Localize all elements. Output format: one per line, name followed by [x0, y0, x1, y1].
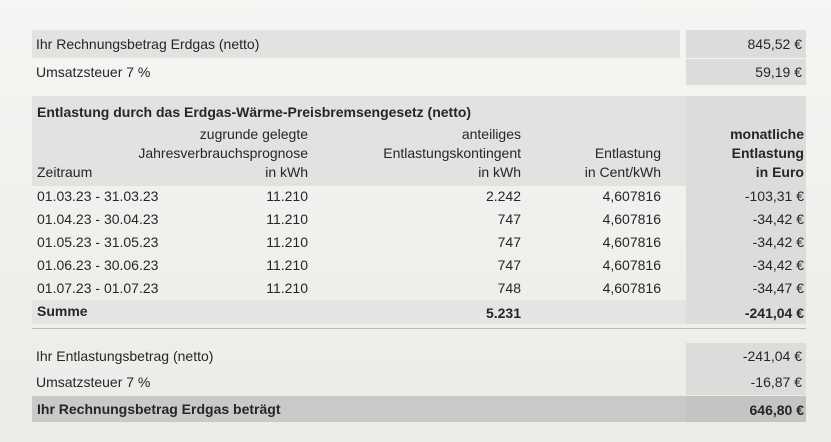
- cell-euro: -34,42 €: [752, 211, 804, 227]
- cell-prognose: 11.210: [266, 280, 308, 296]
- cell-cent: 4,607816: [602, 234, 661, 250]
- cell-prognose: 11.210: [266, 234, 308, 250]
- cell-prognose: 11.210: [266, 188, 308, 204]
- header-prognose-3: in kWh: [265, 164, 308, 180]
- cell-zeitraum: 01.04.23 - 30.04.23: [37, 211, 159, 227]
- row-entlastungsbetrag: [32, 342, 806, 370]
- summe-label: Summe: [37, 303, 88, 319]
- cell-kontingent: 748: [497, 280, 521, 296]
- row-umsatzsteuer-entlastung: [32, 368, 806, 396]
- header-kontingent-2: Entlastungskontingent: [383, 145, 521, 161]
- cell-euro: -103,31 €: [744, 188, 804, 204]
- value: 59,19 €: [686, 59, 806, 85]
- row-umsatzsteuer: [32, 58, 806, 86]
- header-monat-2: Entlastung: [731, 145, 804, 161]
- header-monat-3: in Euro: [755, 164, 804, 180]
- divider: [32, 328, 806, 329]
- final-value: 646,80 €: [749, 402, 804, 418]
- label: Ihr Rechnungsbetrag Erdgas (netto): [32, 30, 680, 58]
- cell-cent: 4,607816: [602, 280, 661, 296]
- cell-cent: 4,607816: [602, 211, 661, 227]
- cell-cent: 4,607816: [602, 188, 661, 204]
- header-prognose-2: Jahresverbrauchsprognose: [138, 145, 308, 161]
- cell-zeitraum: 01.03.23 - 31.03.23: [37, 188, 159, 204]
- table-title: Entlastung durch das Erdgas-Wärme-Preisbremsengesetz (netto): [37, 104, 472, 120]
- cell-euro: -34,42 €: [752, 257, 804, 273]
- cell-kontingent: 2.242: [485, 188, 521, 204]
- value: 845,52 €: [686, 30, 806, 58]
- row-rechnungsbetrag-netto: [32, 30, 806, 58]
- cell-kontingent: 747: [497, 211, 521, 227]
- header-kontingent-3: in kWh: [478, 164, 521, 180]
- cell-euro: -34,42 €: [752, 234, 804, 250]
- final-label: Ihr Rechnungsbetrag Erdgas beträgt: [37, 401, 281, 417]
- cell-kontingent: 747: [497, 234, 521, 250]
- header-entlastung-2: in Cent/kWh: [584, 164, 661, 180]
- cell-euro: -34,47 €: [752, 280, 804, 296]
- label: Umsatzsteuer 7 %: [36, 64, 151, 80]
- summe-euro: -241,04 €: [744, 305, 804, 321]
- cell-zeitraum: 01.06.23 - 30.06.23: [37, 257, 159, 273]
- cell-cent: 4,607816: [602, 257, 661, 273]
- cell-prognose: 11.210: [266, 257, 308, 273]
- summe-kontingent: 5.231: [485, 305, 521, 321]
- header-kontingent-1: anteiliges: [461, 126, 521, 142]
- header-prognose-1: zugrunde gelegte: [199, 126, 308, 142]
- cell-zeitraum: 01.05.23 - 31.05.23: [37, 234, 159, 250]
- cell-zeitraum: 01.07.23 - 01.07.23: [37, 280, 159, 296]
- value: -241,04 €: [686, 343, 806, 369]
- cell-kontingent: 747: [497, 257, 521, 273]
- value: -16,87 €: [686, 369, 806, 395]
- label: Umsatzsteuer 7 %: [36, 374, 151, 390]
- header-monat-1: monatliche: [730, 126, 804, 142]
- cell-prognose: 11.210: [266, 211, 308, 227]
- label: Ihr Entlastungsbetrag (netto): [36, 348, 214, 364]
- header-entlastung-1: Entlastung: [594, 145, 661, 161]
- header-zeitraum: Zeitraum: [37, 164, 93, 180]
